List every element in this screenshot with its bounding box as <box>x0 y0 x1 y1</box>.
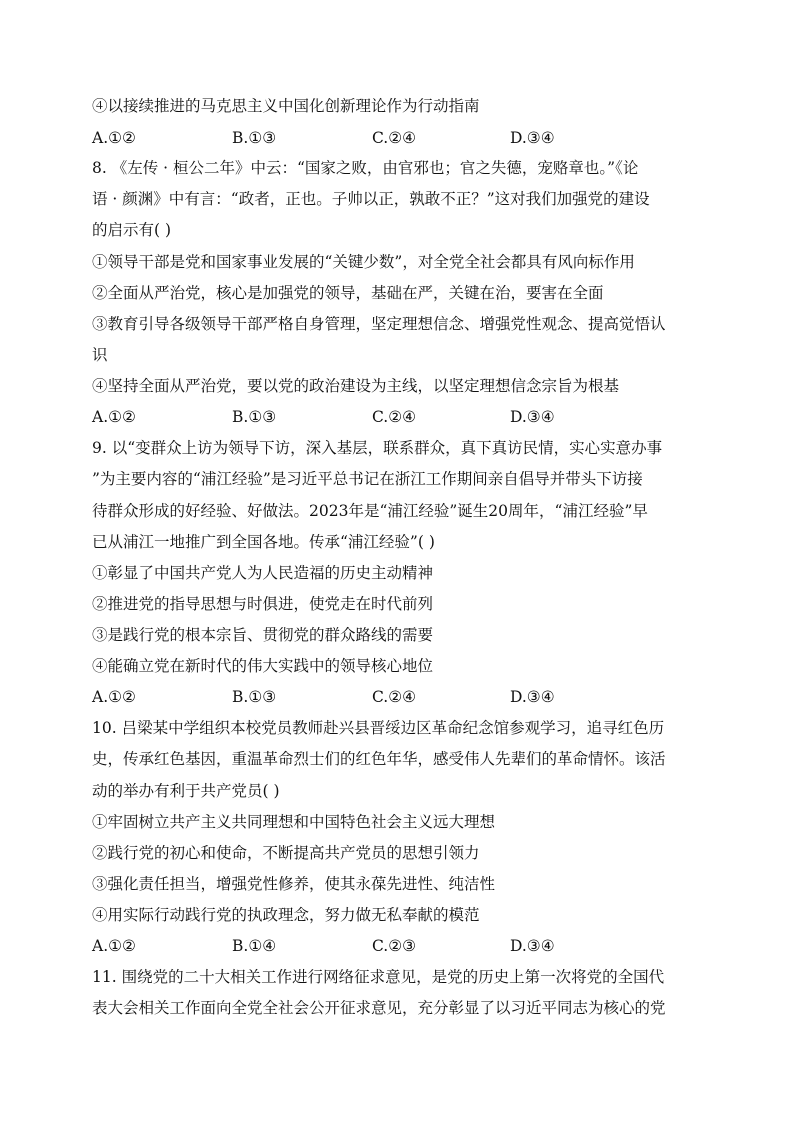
q8-option-a[interactable]: A.①② <box>92 408 136 426</box>
q9-item-3: ③是践行党的根本宗旨、贯彻党的群众路线的需要 <box>92 626 434 644</box>
q8-option-d[interactable]: D.③④ <box>510 408 555 426</box>
q10-option-d[interactable]: D.③④ <box>510 937 555 955</box>
q9-stem-line-3: 待群众形成的好经验、好做法。2023年是“浦江经验”诞生20周年，“浦江经验”早 <box>92 502 648 520</box>
q8-item-1: ①领导干部是党和国家事业发展的“关键少数”，对全党全社会都具有风向标作用 <box>92 253 635 271</box>
q8-stem-line-2: 语 · 颜渊》中有言：“政者，正也。子帅以正，孰敢不正？”这对我们加强党的建设 <box>92 190 650 208</box>
q8-stem-line-1: 8. 《左传 · 桓公二年》中云：“国家之败，由官邪也；官之失德，宠赂章也。”《论 <box>92 159 639 177</box>
carryover-item-4: ④以接续推进的马克思主义中国化创新理论作为行动指南 <box>92 97 480 115</box>
q10-item-2: ②践行党的初心和使命，不断提高共产党员的思想引领力 <box>92 844 480 862</box>
q8-item-3-cont: 识 <box>92 346 108 364</box>
q10-item-1: ①牢固树立共产主义共同理想和中国特色社会主义远大理想 <box>92 813 496 831</box>
q9-stem-line-1: 9. 以“变群众上访为领导下访，深入基层，联系群众，真下真访民情，实心实意办事 <box>92 439 663 457</box>
q10-item-3: ③强化责任担当，增强党性修养，使其永葆先进性、纯洁性 <box>92 875 496 893</box>
q10-option-b[interactable]: B.①④ <box>232 937 277 955</box>
q9-stem-line-2: ”为主要内容的“浦江经验”是习近平总书记在浙江工作期间亲自倡导并带头下访接 <box>92 470 643 488</box>
q10-option-a[interactable]: A.①② <box>92 937 136 955</box>
q9-stem-line-4: 已从浦江一地推广到全国各地。传承“浦江经验”( ) <box>92 533 435 551</box>
q10-stem-line-1: 10. 吕梁某中学组织本校党员教师赴兴县晋绥边区革命纪念馆参观学习，追寻红色历 <box>92 719 665 737</box>
q8-option-b[interactable]: B.①③ <box>232 408 277 426</box>
option-c[interactable]: C.②④ <box>372 129 417 147</box>
q10-item-4: ④用实际行动践行党的执政理念，努力做无私奉献的模范 <box>92 906 480 924</box>
q8-item-2: ②全面从严治党，核心是加强党的领导，基础在严，关键在治，要害在全面 <box>92 284 604 302</box>
q9-option-c[interactable]: C.②④ <box>372 688 417 706</box>
q9-item-4: ④能确立党在新时代的伟大实践中的领导核心地位 <box>92 657 434 675</box>
q10-option-c[interactable]: C.②③ <box>372 937 417 955</box>
q9-item-2: ②推进党的指导思想与时俱进，使党走在时代前列 <box>92 595 434 613</box>
q8-option-c[interactable]: C.②④ <box>372 408 417 426</box>
q10-stem-line-3: 动的举办有利于共产党员( ) <box>92 782 280 800</box>
carryover-options <box>92 128 712 148</box>
q10-options <box>92 936 712 956</box>
option-a[interactable]: A.①② <box>92 129 136 147</box>
q9-option-b[interactable]: B.①③ <box>232 688 277 706</box>
q9-option-d[interactable]: D.③④ <box>510 688 555 706</box>
q11-stem-line-2: 表大会相关工作面向全党全社会公开征求意见，充分彰显了以习近平同志为核心的党 <box>92 999 666 1017</box>
q9-options <box>92 687 712 707</box>
option-b[interactable]: B.①③ <box>232 129 277 147</box>
q8-stem-line-3: 的启示有( ) <box>92 221 172 239</box>
q10-stem-line-2: 史，传承红色基因，重温革命烈士们的红色年华，感受伟人先辈们的革命情怀。该活 <box>92 750 666 768</box>
q8-item-3: ③教育引导各级领导干部严格自身管理，坚定理想信念、增强党性观念、提高觉悟认 <box>92 315 666 333</box>
q9-option-a[interactable]: A.①② <box>92 688 136 706</box>
q8-options <box>92 407 712 427</box>
option-d[interactable]: D.③④ <box>510 129 555 147</box>
q8-item-4: ④坚持全面从严治党，要以党的政治建设为主线，以坚定理想信念宗旨为根基 <box>92 377 620 395</box>
q9-item-1: ①彰显了中国共产党人为人民造福的历史主动精神 <box>92 564 434 582</box>
q11-stem-line-1: 11. 围绕党的二十大相关工作进行网络征求意见，是党的历史上第一次将党的全国代 <box>92 968 665 986</box>
